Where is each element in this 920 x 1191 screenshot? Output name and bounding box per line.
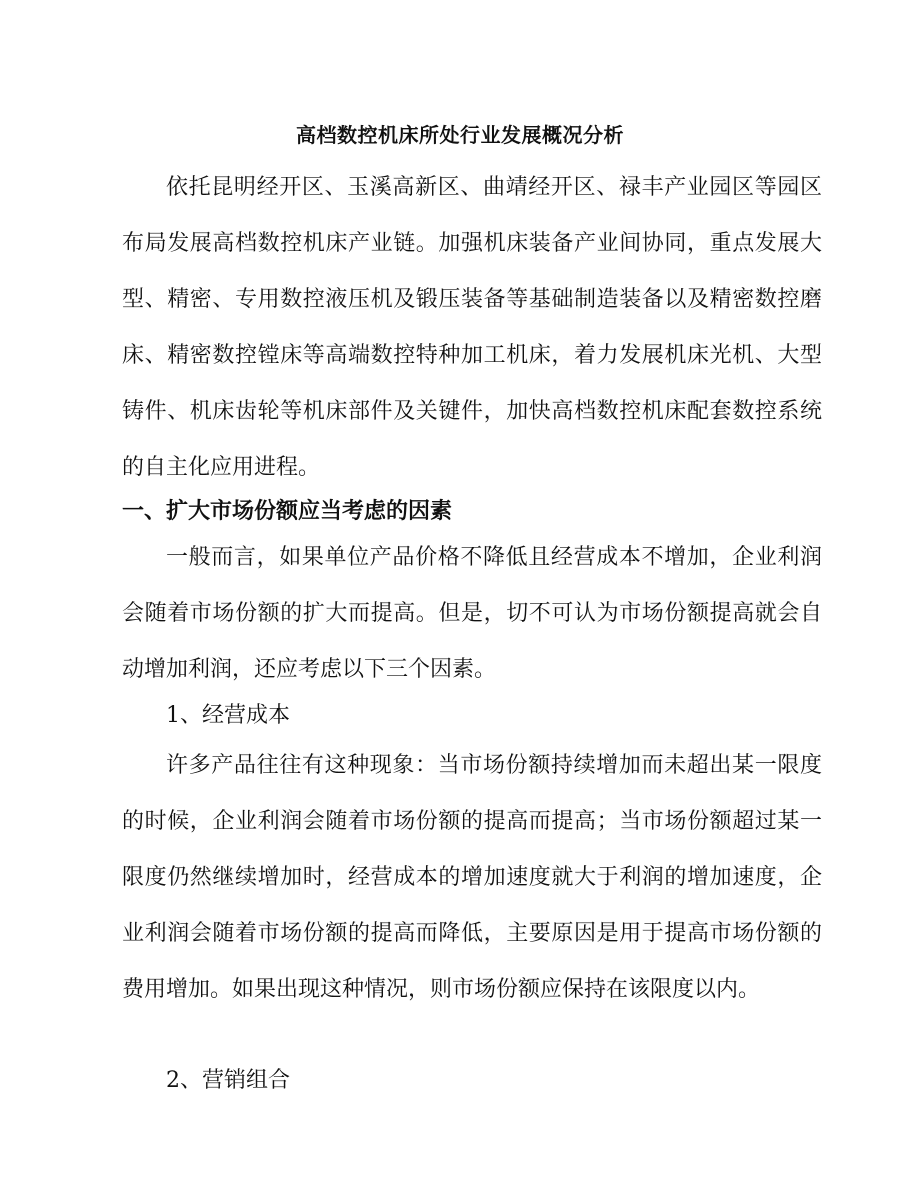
- subheading-operating-cost: 1、经营成本: [166, 703, 290, 728]
- section-1-intro-paragraph: 一般而言，如果单位产品价格不降低且经营成本不增加，企业利润会随着市场份额的扩大而提高。但是，切不可认为市场份额提高就会自动增加利润，还应考虑以下三个因素。: [122, 545, 822, 682]
- document-title: 高档数控机床所处行业发展概况分析: [296, 123, 624, 147]
- operating-cost-paragraph: 许多产品往往有这种现象：当市场份额持续增加而未超出某一限度的时候，企业利润会随着市场份额的提高而提高；当市场份额超过某一限度仍然继续增加时，经营成本的增加速度就大于利润的增加速度，企业利润会随着市场份额的提高而降低，主要原因是用于提高市场份额的费用增加。如果出现这种情况，则市场份额应保持在该限度以内。: [122, 753, 822, 1002]
- intro-paragraph: 依托昆明经开区、玉溪高新区、曲靖经开区、禄丰产业园区等园区布局发展高档数控机床产业链。加强机床装备产业间协同，重点发展大型、精密、专用数控液压机及锻压装备等基础制造装备以及精密数控磨床、精密数控镗床等高端数控特种加工机床，着力发展机床光机、大型铸件、机床齿轮等机床部件及关键件，加快高档数控机床配套数控系统的自主化应用进程。: [122, 175, 822, 480]
- section-heading-1: 一、扩大市场份额应当考虑的因素: [122, 498, 453, 524]
- subheading-marketing-mix: 2、营销组合: [166, 1068, 290, 1093]
